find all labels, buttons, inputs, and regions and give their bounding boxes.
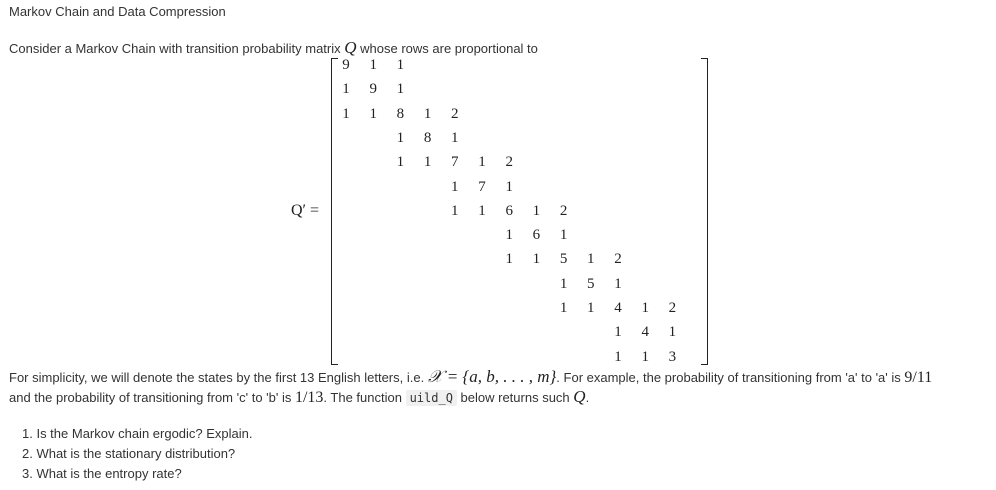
matrix-cell: 1 [614,275,622,292]
matrix-cell: 1 [559,300,568,316]
matrix-cell: 1 [451,202,459,219]
description-text: For simplicity, we will denote the states by the first 13 English letters, i.e. [9,370,428,385]
intro-paragraph [9,38,538,58]
matrix-cell: 1 [559,227,568,244]
matrix-cell: 6 [532,227,541,244]
matrix-symbol: Q [573,387,586,406]
matrix-right-bracket [701,58,708,365]
intro-text-after: whose rows are proportional to [356,41,538,56]
matrix-cell: 4 [641,324,649,341]
matrix-cell: 1 [342,105,350,122]
question-list [22,424,253,484]
fraction-a-to-a: 9/11 [904,369,933,386]
state-set: 𝒳 = {a, b, . . . , m} [427,367,557,386]
matrix-cell: 7 [478,178,486,195]
matrix-cell: 1 [423,154,432,171]
section-title: Markov Chain and Data Compression [9,4,226,19]
matrix-left-bracket [331,58,338,365]
matrix-cell: 3 [668,348,677,365]
description-text: . The function [323,390,406,405]
matrix-cell: 8 [423,129,432,146]
matrix-cell: 1 [451,129,459,146]
matrix-cell: 1 [396,129,405,146]
matrix-cell: 7 [451,154,459,171]
matrix-cell: 1 [587,300,595,316]
matrix-label: Q′ = [291,202,320,219]
matrix-cell: 1 [505,178,513,195]
description-text: and the probability of transitioning from 'c' to 'b' is [9,390,295,405]
matrix-cell: 1 [668,324,677,341]
matrix-cell: 1 [505,251,513,268]
matrix-cell: 1 [423,105,432,122]
matrix-cell: 1 [641,348,649,365]
matrix-cell: 2 [451,105,459,122]
matrix-cell: 1 [396,81,405,98]
matrix-cell: 9 [342,57,350,73]
intro-text-before: Consider a Markov Chain with transition probability matrix [9,41,345,56]
description-line-2 [9,387,589,408]
question-item: 2. What is the stationary distribution? [22,446,236,461]
matrix-cell: 1 [369,57,377,73]
matrix-cell: 5 [587,275,595,292]
matrix-cell: 4 [614,300,622,316]
matrix-cell: 1 [614,348,622,365]
question-item: 3. What is the entropy rate? [22,466,182,481]
matrix-cell: 1 [369,105,377,122]
question-item: 1. Is the Markov chain ergodic? Explain. [22,426,253,441]
matrix-cell: 1 [451,178,459,195]
matrix-cell: 2 [505,154,513,171]
matrix-cell: 1 [614,324,622,341]
matrix-cell: 1 [559,275,568,292]
description-text: below returns such [456,390,574,405]
matrix-cell: 1 [396,57,405,73]
matrix-cell: 1 [532,251,541,268]
matrix-cell: 1 [532,202,541,219]
matrix-cell: 8 [396,105,405,122]
matrix-cell: 1 [396,154,405,171]
matrix-cell: 1 [641,300,649,316]
matrix-cell: 9 [369,81,377,98]
matrix-cell: 1 [478,154,486,171]
matrix-symbol: Q [344,38,357,57]
description-line-1 [9,367,932,388]
matrix-cell: 6 [505,202,513,219]
description-text: . For example, the probability of transitioning from 'a' to 'a' is [556,370,905,385]
matrix-cell: 2 [668,300,677,316]
description-text: . [585,390,590,405]
matrix-cell: 1 [505,227,513,244]
matrix-cell: 2 [614,251,622,268]
matrix-cell: 1 [587,251,595,268]
matrix-cell: 1 [478,202,486,219]
fraction-c-to-b: 1/13 [294,389,324,406]
matrix-cell: 5 [559,251,568,268]
matrix-cell: 2 [559,202,568,219]
matrix-cell: 1 [342,81,350,98]
function-name-code: uild_Q [406,390,457,406]
